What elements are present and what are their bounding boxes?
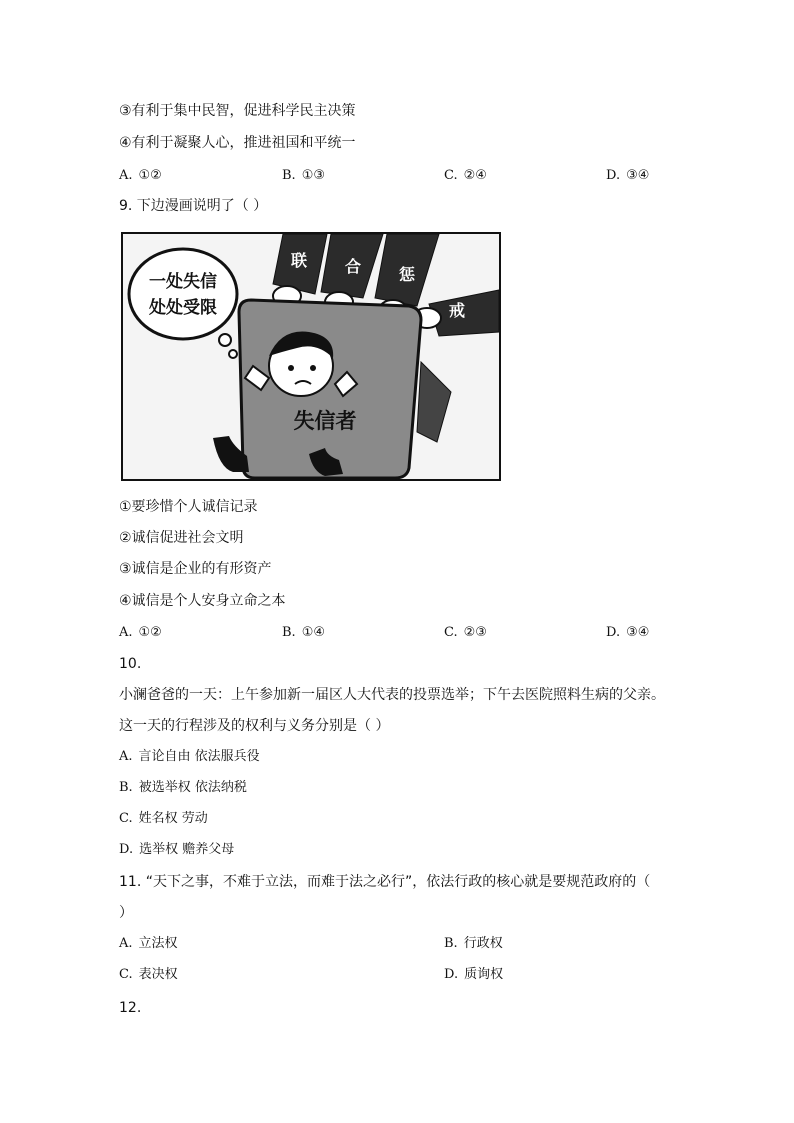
q10-stem-line-1: 小澜爸爸的一天：上午参加新一届区人大代表的投票选举；下午去医院照料生病的父亲。 (119, 687, 665, 703)
bubble-line-1: 一处失信 (149, 272, 217, 292)
q10-option-b[interactable]: B. 被选举权 依法纳税 (119, 780, 247, 795)
q9-stem: 9. 下边漫画说明了（ ） (119, 198, 268, 214)
q11-option-d[interactable]: D. 质询权 (444, 967, 504, 982)
q8-option-a[interactable]: A. ①② (119, 168, 162, 183)
pillory-board (239, 300, 421, 478)
q10-option-a[interactable]: A. 言论自由 依法服兵役 (119, 749, 260, 764)
q8-option-c[interactable]: C. ②④ (444, 168, 487, 183)
q9-option-a[interactable]: A. ①② (119, 625, 162, 640)
q10-stem-line-2: 这一天的行程涉及的权利与义务分别是（ ） (119, 718, 390, 734)
q9-statement-3: ③诚信是企业的有形资产 (119, 561, 272, 577)
q11-option-c[interactable]: C. 表决权 (119, 967, 178, 982)
q9-statement-1: ①要珍惜个人诚信记录 (119, 499, 258, 515)
sleeve-char-2: 合 (344, 257, 362, 276)
q9-option-c[interactable]: C. ②③ (444, 625, 487, 640)
q8-statement-4: ④有利于凝聚人心，推进祖国和平统一 (119, 135, 356, 151)
bubble-line-2: 处处受限 (149, 298, 217, 318)
sleeve-char-3: 惩 (398, 265, 416, 284)
q9-statement-2: ②诚信促进社会文明 (119, 530, 244, 546)
q8-option-d[interactable]: D. ③④ (606, 168, 650, 183)
q9-option-d[interactable]: D. ③④ (606, 625, 650, 640)
q10-option-c[interactable]: C. 姓名权 劳动 (119, 811, 208, 826)
sleeve-char-1: 联 (290, 251, 308, 270)
q10-number: 10. (119, 656, 142, 672)
q11-option-a[interactable]: A. 立法权 (119, 936, 178, 951)
board-label: 失信者 (293, 409, 357, 433)
q8-statement-3: ③有利于集中民智，促进科学民主决策 (119, 103, 356, 119)
q12-number: 12. (119, 1000, 142, 1016)
sleeve-char-4: 戒 (448, 301, 466, 320)
q9-cartoon-image (121, 232, 501, 481)
q8-option-b[interactable]: B. ①③ (282, 168, 325, 183)
q11-stem-line-2: ） (119, 905, 133, 921)
q9-statement-4: ④诚信是个人安身立命之本 (119, 593, 286, 609)
q9-option-b[interactable]: B. ①④ (282, 625, 325, 640)
q10-option-d[interactable]: D. 选举权 赡养父母 (119, 842, 235, 857)
q11-option-b[interactable]: B. 行政权 (444, 936, 503, 951)
q11-stem-line-1: 11. “天下之事，不难于立法，而难于法之必行”，依法行政的核心就是要规范政府的（ (119, 874, 651, 890)
